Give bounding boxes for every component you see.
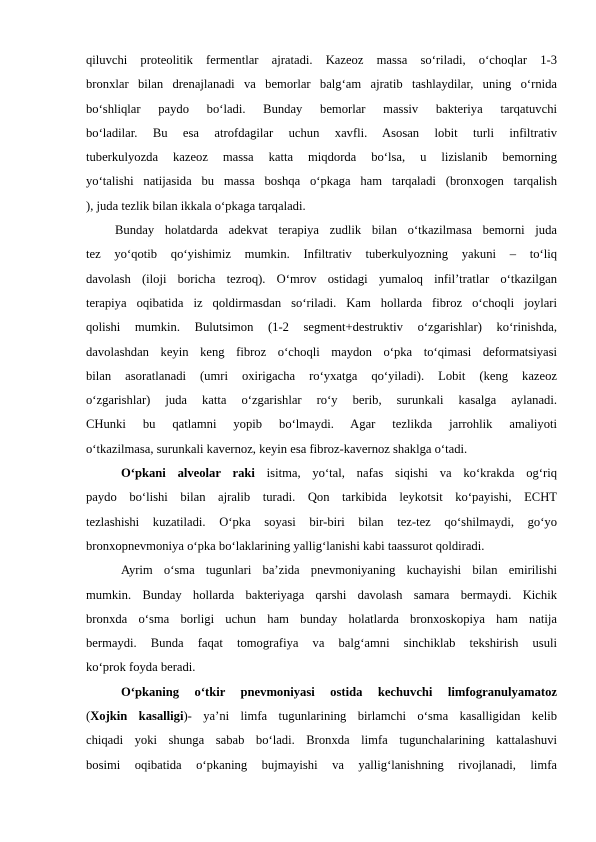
paragraph [86, 558, 557, 679]
text-line: terapiya oqibatida iz qoldirmasdan so‘riladi. Kam hollarda fibroz o‘choqli joylari [86, 295, 557, 310]
text-fragment: isitma, yo‘tal, nafas siqishi va ko‘krakda og‘riq [254, 466, 557, 481]
text-line: bermaydi. Bunda faqat tomografiya va balg‘amni sinchiklab tekshirish usuli [86, 636, 557, 651]
text-line: chiqadi yoki shunga sabab bo‘ladi. Bronxda limfa tugunchalarining kattalashuvi [86, 733, 557, 748]
text-line: bronxda o‘sma borligi uchun ham bunday holatlarda bronxoskopiya ham natija [86, 611, 557, 626]
text-line: bo‘shliqlar paydo bo‘ladi. Bunday bemorlar massiv bakteriya tarqatuvchi [86, 101, 557, 116]
text-line: qiluvchi proteolitik fermentlar ajratadi. Kazeoz massa so‘riladi, o‘choqlar 1-3 [86, 53, 557, 67]
paragraph [86, 218, 557, 461]
text-line: o‘zgarishlar) juda katta o‘zgarishlar ro‘y berib, surunkali kasalga aylanadi. [86, 393, 557, 408]
text-line: o‘tkazilmasa, surunkali kavernoz, keyin esa fibroz-kavernoz shaklga o‘tadi. [86, 441, 468, 456]
text-line: bo‘ladilar. Bu esa atrofdagilar uchun xavfli. Asosan lobit turli infiltrativ [86, 125, 557, 140]
paragraph [86, 461, 557, 558]
paragraph [86, 48, 557, 218]
text-line: yo‘talishi natijasida bu massa boshqa o‘pkaga ham tarqaladi (bronxogen tarqalish [86, 174, 557, 189]
text-line [86, 704, 557, 728]
text-line [86, 680, 557, 704]
text-line: paydo bo‘lishi bilan ajralib turadi. Qon tarkibida leykotsit ko‘payishi, ECHT [86, 490, 557, 505]
text-fragment: ( [86, 709, 91, 724]
text-line: ko‘prok foyda beradi. [86, 660, 196, 675]
text-line: mumkin. Bunday hollarda bakteriyaga qarshi davolash samara bermaydi. Kichik [86, 587, 557, 602]
text-line: Ayrim o‘sma tugunlari ba’zida pnevmoniyaning kuchayishi bilan emirilishi [121, 563, 557, 578]
document-page [86, 48, 557, 777]
text-line: bilan asoratlanadi (umri oxirigacha ro‘yxatga qo‘yiladi). Lobit (keng kazeoz [86, 368, 557, 383]
text-line: Bunday holatdarda adekvat terapiya zudlik bilan o‘tkazilmasa bemorni juda [115, 223, 557, 238]
text-line: bronxlar bilan drenajlanadi va bemorlar balg‘am ajratib tashlaydilar, uning o‘rnida [86, 77, 557, 92]
text-line: tuberkulyozda kazeoz massa katta miqdorda bo‘lsa, u lizislanib bemorning [86, 150, 557, 165]
text-line: ), juda tezlik bilan ikkala o‘pkaga tarqaladi. [86, 198, 306, 213]
text-line: bosimi oqibatida o‘pkaning bujmayishi va yallig‘lanishning rivojlanadi, limfa [86, 757, 557, 772]
bold-term: O‘pkani alveolar raki [121, 466, 255, 481]
text-line: bronxopnevmoniya o‘pka bo‘laklarining yallig‘lanishi kabi taassurot qoldiradi. [86, 538, 485, 553]
text-fragment: )- ya’ni limfa tugunlarining birlamchi o‘sma kasalligidan kelib [183, 709, 557, 724]
text-line: davolashdan keyin keng fibroz o‘choqli maydon o‘pka to‘qimasi deformatsiyasi [86, 344, 557, 359]
text-line: tez yo‘qotib qo‘yishimiz mumkin. Infiltrativ tuberkulyozning yakuni – to‘liq [86, 247, 557, 262]
bold-heading: O‘pkaning o‘tkir pnevmoniyasi ostida kechuvchi limfogranulyamatoz [121, 684, 557, 699]
text-line: CHunki bu qatlamni yopib bo‘lmaydi. Agar tezlikda jarrohlik amaliyoti [86, 417, 557, 432]
text-line: qolishi mumkin. Bulutsimon (1-2 segment+destruktiv o‘zgarishlar) ko‘rinishda, [86, 320, 557, 335]
bold-term: Xojkin kasalligi [90, 709, 184, 724]
text-line: davolash (iloji boricha tezroq). O‘mrov ostidagi yumaloq infil’tratlar o‘tkazilgan [86, 271, 557, 286]
text-line: tezlashishi kuzatiladi. O‘pka soyasi bir-biri bilan tez-tez qo‘shilmaydi, go‘yo [86, 514, 557, 529]
paragraph [86, 680, 557, 777]
text-line [86, 461, 557, 485]
